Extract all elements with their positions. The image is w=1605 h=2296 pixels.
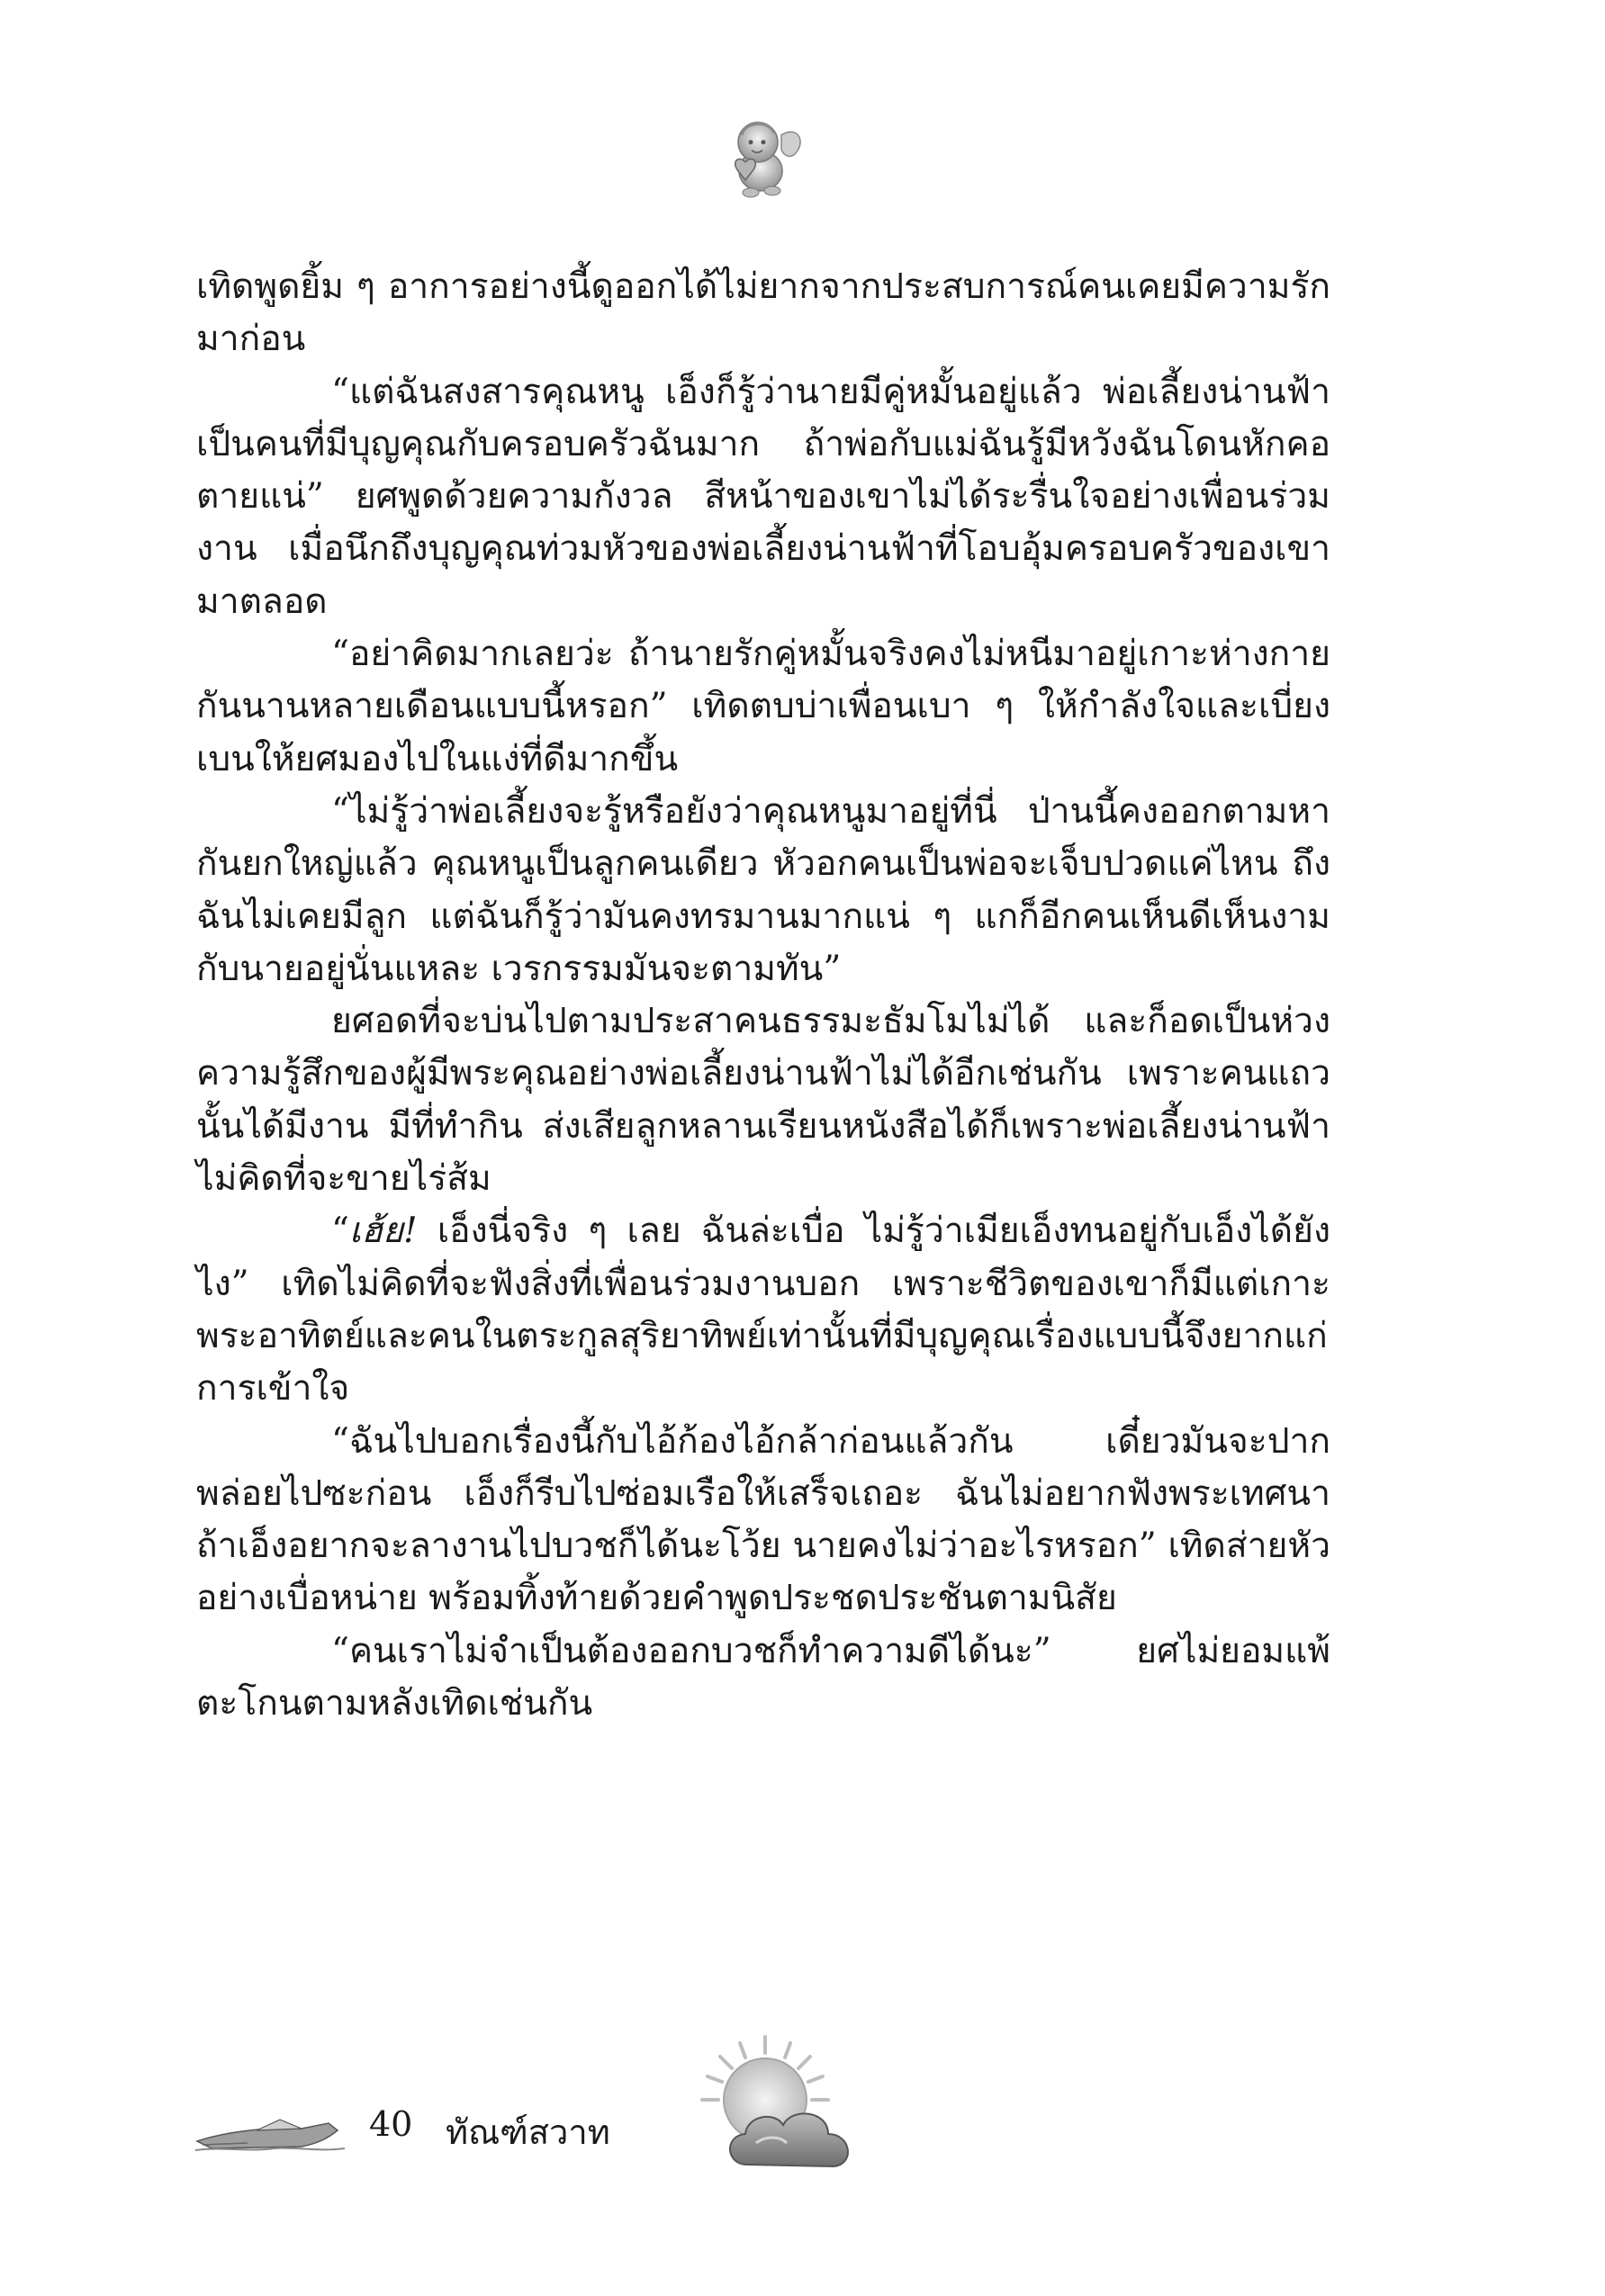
paragraph: “อย่าคิดมากเลยว่ะ ถ้านายรักคู่หมั้นจริงคงไม่หนีมาอยู่เกาะห่างกายกันนานหลายเดือนแบบนี้หรอก” เทิดตบบ่าเพื่อนเบา ๆ ให้กำลังใจและเบี่ยงเบนให้ยศมองไปในแง่ที่ดีมากขึ้น [196, 634, 1330, 779]
exclamation: เฮ้ย! [348, 1211, 418, 1252]
paragraph [196, 1205, 1330, 1415]
paragraph-rest: เอ็งนี่จริง ๆ เลย ฉันล่ะเบื่อ ไม่รู้ว่าเมียเอ็งทนอยู่กับเอ็งได้ยังไง” เทิดไม่คิดที่จะฟังสิ่งที่เพื่อนร่วมงานบอก เพราะชีวิตของเขาก็มีแต่เกาะพระอาทิตย์และคนในตระกูลสุริยาทิพย์เท่านั้นที่มีบุญคุณเรื่องแบบนี้จึงยากแก่การเข้าใจ [196, 1211, 1330, 1409]
page-number: 40 [369, 2104, 413, 2144]
sun-cloud-icon [693, 2030, 873, 2187]
speedboat-icon [194, 2111, 347, 2156]
paragraph: “ไม่รู้ว่าพ่อเลี้ยงจะรู้หรือยังว่าคุณหนูมาอยู่ที่นี่ ป่านนี้คงออกตามหากันยกใหญ่แล้ว คุณหนูเป็นลูกคนเดียว หัวอกคนเป็นพ่อจะเจ็บปวดแค่ไหน ถึงฉันไม่เคยมีลูก แต่ฉันก็รู้ว่ามันคงทรมานมากแน่ ๆ แกก็อีกคนเห็นดีเห็นงามกับนายอยู่นั่นแหละ เวรกรรมมันจะตามทัน” [196, 790, 1330, 989]
body-text [196, 261, 1330, 1730]
cupid-ornament-icon [711, 108, 810, 207]
paragraph: ยศอดที่จะบ่นไปตามประสาคนธรรมะธัมโมไม่ได้ และก็อดเป็นห่วงความรู้สึกของผู้มีพระคุณอย่างพ่อเลี้ยงน่านฟ้าไม่ได้อีกเช่นกัน เพราะคนแถวนั้นได้มีงาน มีที่ทำกิน ส่งเสียลูกหลานเรียนหนังสือได้ก็เพราะพ่อเลี้ยงน่านฟ้าไม่คิดที่จะขายไร่ส้ม [196, 1001, 1330, 1200]
paragraph: “คนเราไม่จำเป็นต้องออกบวชก็ทำความดีได้นะ” ยศไม่ยอมแพ้ตะโกนตามหลังเทิดเช่นกัน [196, 1630, 1330, 1724]
paragraph: “ฉันไปบอกเรื่องนี้กับไอ้ก้องไอ้กล้าก่อนแล้วกัน เดี๋ยวมันจะปากพล่อยไปซะก่อน เอ็งก็รีบไปซ่อมเรือให้เสร็จเถอะ ฉันไม่อยากฟังพระเทศนา ถ้าเอ็งอยากจะลางานไปบวชก็ได้นะโว้ย นายคงไม่ว่าอะไรหรอก” เทิดส่ายหัวอย่างเบื่อหน่าย พร้อมทิ้งท้ายด้วยคำพูดประชดประชันตามนิสัย [196, 1420, 1330, 1619]
open-quote: “ [331, 1211, 349, 1252]
paragraph: “แต่ฉันสงสารคุณหนู เอ็งก็รู้ว่านายมีคู่หมั้นอยู่แล้ว พ่อเลี้ยงน่านฟ้าเป็นคนที่มีบุญคุณกับครอบครัวฉันมาก ถ้าพ่อกับแม่ฉันรู้มีหวังฉันโดนหักคอตายแน่” ยศพูดด้วยความกังวล สีหน้าของเขาไม่ได้ระรื่นใจอย่างเพื่อนร่วมงาน เมื่อนึกถึงบุญคุณท่วมหัวของพ่อเลี้ยงน่านฟ้าที่โอบอุ้มครอบครัวของเขามาตลอด [196, 371, 1330, 622]
book-title: ทัณฑ์สวาท [446, 2112, 610, 2152]
paragraph: เทิดพูดยิ้ม ๆ อาการอย่างนี้ดูออกได้ไม่ยากจากประสบการณ์คนเคยมีความรักมาก่อน [196, 266, 1330, 360]
